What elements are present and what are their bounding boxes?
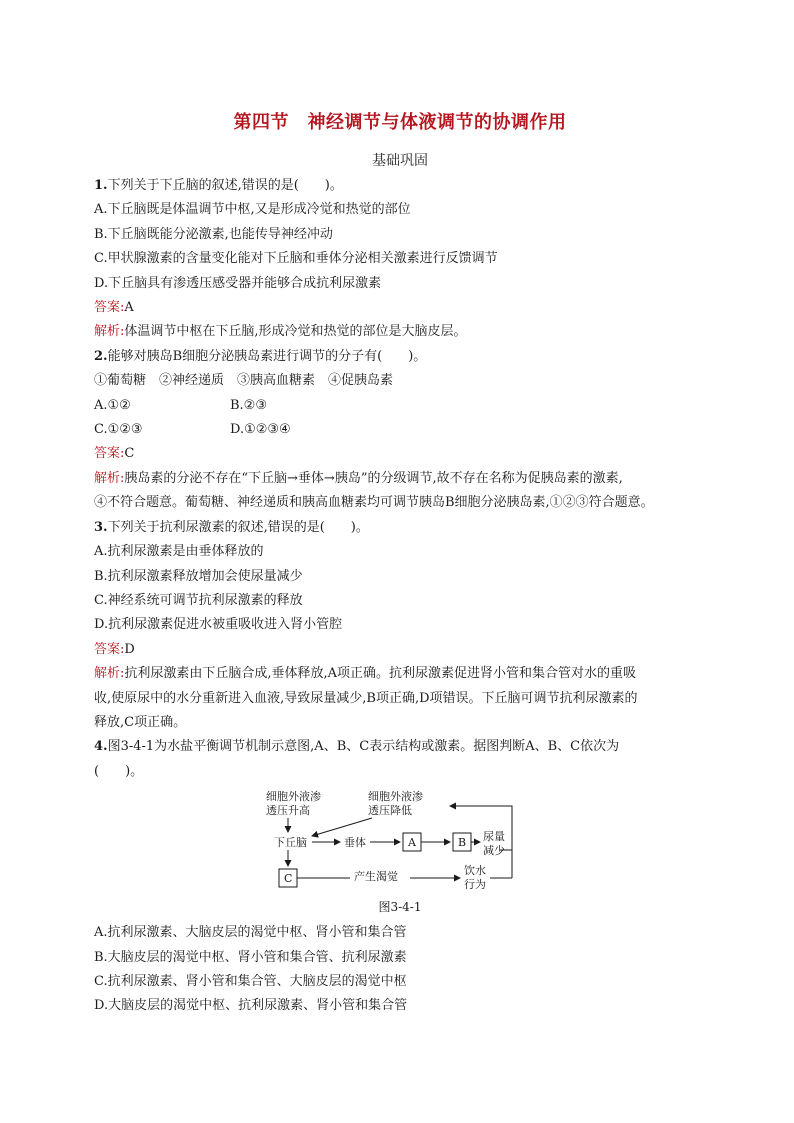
explanation-label: 解析: (94, 324, 125, 340)
water-salt-diagram (254, 788, 524, 896)
explanation-label: 解析: (94, 470, 125, 486)
question-2-explanation-cont: ④不符合题意。葡萄糖、神经递质和胰高血糖素均可调节胰岛B细胞分泌胰岛素,①②③符合题意。 (94, 495, 654, 511)
high-osmolarity-label-1: 细胞外液渗 (266, 790, 321, 804)
question-2-explanation: 解析:胰岛素的分泌不存在“下丘脑→垂体→胰岛”的分级调节,故不存在名称为促胰岛素的激素, (94, 470, 623, 486)
question-2-option-a: A.①② (94, 397, 131, 413)
question-1-option-c: C.甲状腺激素的含量变化能对下丘脑和垂体分泌相关激素进行反馈调节 (94, 251, 498, 267)
question-4-option-b: B.大脑皮层的渴觉中枢、肾小管和集合管、抗利尿激素 (94, 949, 407, 965)
section-heading: 基础巩固 (372, 153, 428, 169)
answer-label: 答案: (94, 300, 125, 316)
question-1-stem: 1.下列关于下丘脑的叙述,错误的是( )。 (94, 178, 343, 193)
diagram-svg (254, 788, 524, 896)
question-1-option-a: A.下丘脑既是体温调节中枢,又是形成冷觉和热觉的部位 (94, 202, 411, 218)
box-c-label: C (284, 872, 293, 886)
question-3-explanation-cont: 收,使原尿中的水分重新进入血液,导致尿量减少,B项正确,D项错误。下丘脑可调节抗利尿激素的 (94, 690, 638, 706)
question-3-explanation-end: 释放,C项正确。 (94, 714, 187, 730)
low-osmolarity-label-2: 透压降低 (368, 804, 412, 818)
question-1-explanation: 解析:体温调节中枢在下丘脑,形成冷觉和热觉的部位是大脑皮层。 (94, 324, 467, 340)
document-page (94, 104, 706, 1019)
urine-label-1: 尿量 (483, 830, 505, 844)
question-3-option-b: B.抗利尿激素释放增加会使尿量减少 (94, 568, 303, 584)
question-2-answer: 答案:C (94, 446, 135, 462)
question-4-stem: 4.图3-4-1为水盐平衡调节机制示意图,A、B、C表示结构或激素。据图判断A、B、C依次为 (94, 739, 620, 755)
hypothalamus-label: 下丘脑 (274, 836, 307, 850)
question-2-options-row-2 (94, 418, 706, 442)
question-4-option-c: C.抗利尿激素、肾小管和集合管、大脑皮层的渴觉中枢 (94, 973, 407, 989)
question-4-stem-cont: ( )。 (94, 763, 144, 779)
question-1-option-d: D.下丘脑具有渗透压感受器并能够合成抗利尿激素 (94, 275, 382, 291)
arrow-low-osm-to-hypothalamus (312, 818, 372, 836)
question-4-option-a: A.抗利尿激素、大脑皮层的渴觉中枢、肾小管和集合管 (94, 925, 407, 941)
question-number: 3. (94, 519, 108, 535)
drink-label-1: 饮水 (464, 864, 486, 878)
figure-caption: 图3-4-1 (378, 900, 422, 915)
question-3-option-a: A.抗利尿激素是由垂体释放的 (94, 544, 264, 560)
question-number: 2. (94, 348, 108, 364)
question-number: 4. (94, 739, 108, 755)
question-3-stem: 3.下列关于抗利尿激素的叙述,错误的是( )。 (94, 519, 369, 535)
question-2-option-d: D.①②③④ (230, 422, 291, 438)
question-2-stem: 2.能够对胰岛B细胞分泌胰岛素进行调节的分子有( )。 (94, 348, 427, 364)
answer-label: 答案: (94, 446, 125, 462)
question-2-option-b: B.②③ (230, 397, 267, 413)
urine-label-2: 减少 (483, 844, 505, 858)
explanation-label: 解析: (94, 666, 125, 682)
pituitary-label: 垂体 (344, 836, 366, 850)
question-number: 1. (94, 178, 108, 193)
low-osmolarity-label-1: 细胞外液渗 (368, 790, 423, 804)
question-3-answer: 答案:D (94, 641, 135, 657)
high-osmolarity-label-2: 透压升高 (266, 804, 310, 818)
question-3-explanation: 解析:抗利尿激素由下丘脑合成,垂体释放,A项正确。抗利尿激素促进肾小管和集合管对水的重吸 (94, 666, 637, 682)
question-2-options-row-1 (94, 394, 706, 418)
drink-label-2: 行为 (464, 878, 486, 892)
page-title: 第四节 神经调节与体液调节的协调作用 (233, 112, 567, 133)
box-a-label: A (408, 836, 416, 850)
question-1-option-b: B.下丘脑既能分泌激素,也能传导神经冲动 (94, 226, 333, 242)
question-2-items: ①葡萄糖 ②神经递质 ③胰高血糖素 ④促胰岛素 (94, 373, 394, 389)
question-2-option-c: C.①②③ (94, 422, 143, 438)
answer-label: 答案: (94, 641, 125, 657)
question-3-option-c: C.神经系统可调节抗利尿激素的释放 (94, 592, 303, 608)
question-4-option-d: D.大脑皮层的渴觉中枢、抗利尿激素、肾小管和集合管 (94, 998, 408, 1014)
thirst-label: 产生渴觉 (354, 870, 398, 884)
box-b-label: B (458, 836, 467, 850)
question-1-answer: 答案:A (94, 300, 134, 316)
question-3-option-d: D.抗利尿激素促进水被重吸收进入肾小管腔 (94, 617, 343, 633)
